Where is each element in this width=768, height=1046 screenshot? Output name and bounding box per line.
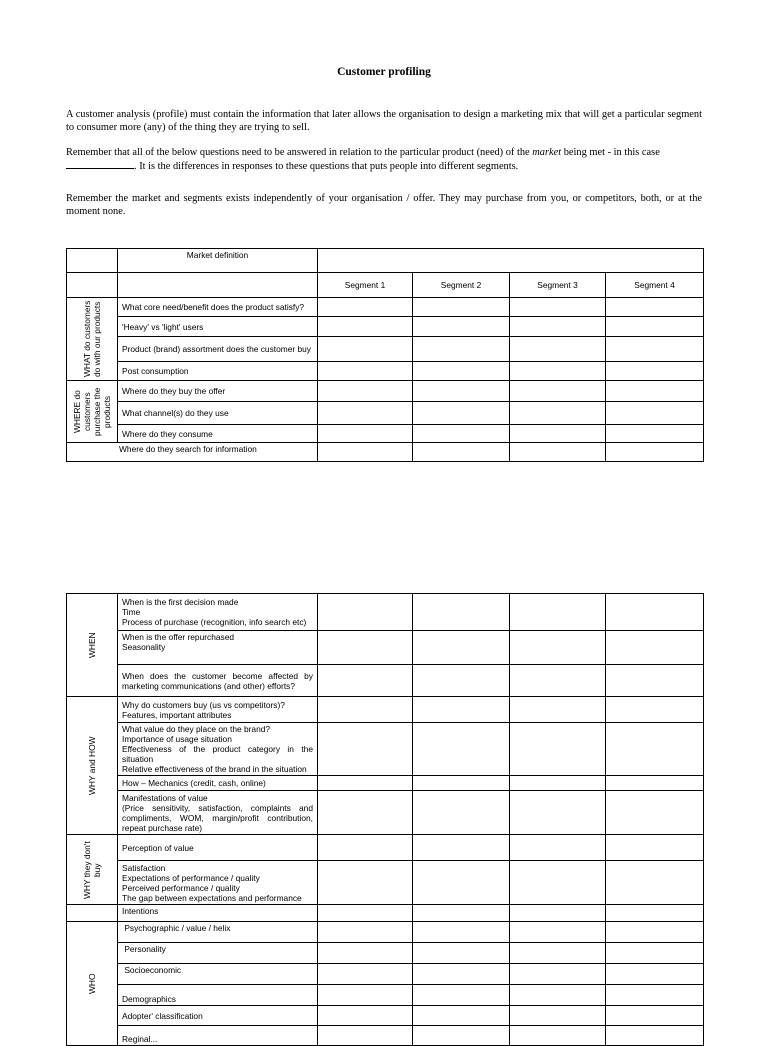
answer-cell[interactable] [606,298,704,317]
answer-cell[interactable] [606,964,704,985]
answer-cell[interactable] [413,665,510,697]
answer-cell[interactable] [606,922,704,943]
answer-cell[interactable] [413,317,510,337]
question-cell: Reginal... [118,1026,318,1046]
answer-cell[interactable] [318,791,413,835]
answer-cell[interactable] [606,443,704,462]
answer-cell[interactable] [510,776,606,791]
answer-cell[interactable] [606,665,704,697]
answer-cell[interactable] [413,905,510,922]
answer-cell[interactable] [606,697,704,723]
answer-cell[interactable] [510,594,606,631]
answer-cell[interactable] [510,631,606,665]
answer-cell[interactable] [318,861,413,905]
question-cell: What core need/benefit does the product satisfy? [118,298,318,317]
answer-cell[interactable] [318,1026,413,1046]
question-cell: Product (brand) assortment does the customer buy [118,337,318,362]
market-definition-table [66,248,704,462]
answer-cell[interactable] [413,1026,510,1046]
question-cell: Socioeconomic [118,964,318,985]
answer-cell[interactable] [510,665,606,697]
answer-cell[interactable] [606,776,704,791]
answer-cell[interactable] [318,317,413,337]
intro-p2-part-a: Remember that all of the below questions need to be answered in relation to the particular product (need) of the [66,147,533,158]
answer-cell[interactable] [318,337,413,362]
answer-cell[interactable] [510,791,606,835]
group-label-where-text: WHERE do customers purchase the products [72,387,112,436]
question-cell: Where do they consume [118,425,318,443]
intro-paragraph-1: A customer analysis (profile) must contain the information that later allows the organisation to design a marketing mix that will get a particular segment to consumer more (any) of the thing they are trying to sell. [66,109,702,133]
question-cell: Manifestations of value (Price sensitivity, satisfaction, complaints and compliments, WOM, margin/profit contribution, repeat purchase rate) [118,791,318,835]
answer-cell[interactable] [318,665,413,697]
answer-cell[interactable] [318,1006,413,1026]
question-cell: When does the customer become affected by marketing communications (and other) efforts? [118,665,318,697]
answer-cell[interactable] [413,443,510,462]
answer-cell[interactable] [413,776,510,791]
answer-cell[interactable] [606,631,704,665]
group-label-why-not-text: WHY they don't buy [82,840,102,899]
answer-cell[interactable] [413,791,510,835]
question-cell: How – Mechanics (credit, cash, online) [118,776,318,791]
answer-cell[interactable] [413,337,510,362]
answer-cell[interactable] [318,985,413,1006]
answer-cell[interactable] [510,723,606,776]
question-cell: Why do customers buy (us vs competitors)? Features, important attributes [118,697,318,723]
question-cell: 'Heavy' vs 'light' users [118,317,318,337]
intro-paragraph-3: Remember the market and segments exists independently of your organisation / offer. They may purchase from you, or competitors, both, or at the moment none. [66,193,702,217]
answer-cell[interactable] [510,905,606,922]
answer-cell[interactable] [606,835,704,861]
answer-cell[interactable] [318,381,413,402]
answer-cell[interactable] [606,905,704,922]
answer-cell[interactable] [510,1006,606,1026]
answer-cell[interactable] [413,298,510,317]
group-label-blank [67,905,118,922]
market-definition-value[interactable] [318,249,704,273]
group-label-when [67,594,118,697]
answer-cell[interactable] [413,985,510,1006]
segment-header-3: Segment 3 [510,273,606,298]
market-definition-label: Market definition [118,249,318,273]
answer-cell[interactable] [606,594,704,631]
answer-cell[interactable] [318,776,413,791]
answer-cell[interactable] [318,402,413,425]
answer-cell[interactable] [510,835,606,861]
group-label-why-not [67,835,118,905]
search-question-text: Where do they search for information [119,444,257,454]
intro-p2-part-b: being met - in this case [561,147,660,158]
behaviour-table [66,593,704,1046]
answer-cell[interactable] [510,1026,606,1046]
question-cell-search [67,443,318,462]
answer-cell[interactable] [413,594,510,631]
answer-cell[interactable] [413,835,510,861]
question-cell: Post consumption [118,362,318,381]
answer-cell[interactable] [318,922,413,943]
answer-cell[interactable] [413,631,510,665]
answer-cell[interactable] [318,943,413,964]
question-cell: What value do they place on the brand? Importance of usage situation Effectiveness of the product category in the situation Relative effectiveness of the brand in the situation [118,723,318,776]
document-title: Customer profiling [337,66,431,78]
intro-paragraph-2 [66,146,702,173]
answer-cell[interactable] [510,943,606,964]
answer-cell[interactable] [318,362,413,381]
group-label-what [67,298,118,381]
segment-header-1: Segment 1 [318,273,413,298]
answer-cell[interactable] [413,425,510,443]
answer-cell[interactable] [606,362,704,381]
answer-cell[interactable] [510,425,606,443]
question-cell: Psychographic / value / helix [118,922,318,943]
answer-cell[interactable] [510,985,606,1006]
answer-cell[interactable] [606,943,704,964]
question-cell: Satisfaction Expectations of performance / quality Perceived performance / quality The gap between expectations and performance [118,861,318,905]
answer-cell[interactable] [606,317,704,337]
header-blank [118,273,318,298]
answer-cell[interactable] [413,861,510,905]
answer-cell[interactable] [606,985,704,1006]
answer-cell[interactable] [413,943,510,964]
answer-cell[interactable] [318,298,413,317]
answer-cell[interactable] [413,697,510,723]
answer-cell[interactable] [413,381,510,402]
answer-cell[interactable] [606,1026,704,1046]
answer-cell[interactable] [318,631,413,665]
answer-cell[interactable] [318,723,413,776]
answer-cell[interactable] [510,402,606,425]
group-label-who [67,922,118,1046]
corner-cell [67,249,118,273]
question-cell: Personality [118,943,318,964]
answer-cell[interactable] [318,697,413,723]
group-label-why-how-text: WHY and HOW [87,736,97,795]
answer-cell[interactable] [318,443,413,462]
answer-cell[interactable] [606,381,704,402]
answer-cell[interactable] [510,443,606,462]
answer-cell[interactable] [318,964,413,985]
answer-cell[interactable] [413,723,510,776]
segment-header-2: Segment 2 [413,273,510,298]
question-cell: Perception of value [118,835,318,861]
answer-cell[interactable] [318,835,413,861]
question-cell: Intentions [118,905,318,922]
answer-cell[interactable] [510,697,606,723]
group-label-when-text: WHEN [87,632,97,658]
answer-cell[interactable] [413,964,510,985]
answer-cell[interactable] [413,1006,510,1026]
answer-cell[interactable] [318,905,413,922]
answer-cell[interactable] [510,861,606,905]
group-label-what-text: WHAT do customers do with our products [82,300,102,378]
answer-cell[interactable] [413,362,510,381]
question-cell: What channel(s) do they use [118,402,318,425]
answer-cell[interactable] [606,861,704,905]
answer-cell[interactable] [510,922,606,943]
fill-in-blank [66,159,134,169]
answer-cell[interactable] [510,964,606,985]
intro-p2-market: market [532,147,562,158]
header-blank [67,273,118,298]
intro-p2-part-c: . It is the differences in responses to these questions that puts people into different segments. [134,161,519,172]
answer-cell[interactable] [413,922,510,943]
answer-cell[interactable] [606,791,704,835]
question-cell: Demographics [118,985,318,1006]
group-label-where [67,381,118,443]
segment-header-4: Segment 4 [606,273,704,298]
answer-cell[interactable] [318,594,413,631]
answer-cell[interactable] [413,402,510,425]
question-cell: When is the first decision made Time Process of purchase (recognition, info search etc) [118,594,318,631]
answer-cell[interactable] [606,337,704,362]
answer-cell[interactable] [606,1006,704,1026]
answer-cell[interactable] [510,337,606,362]
answer-cell[interactable] [510,298,606,317]
answer-cell[interactable] [510,362,606,381]
answer-cell[interactable] [606,425,704,443]
answer-cell[interactable] [606,723,704,776]
answer-cell[interactable] [510,317,606,337]
group-label-why-how [67,697,118,835]
answer-cell[interactable] [318,425,413,443]
group-label-who-text: WHO [87,973,97,994]
question-cell: When is the offer repurchased Seasonality [118,631,318,665]
question-cell: Where do they buy the offer [118,381,318,402]
answer-cell[interactable] [510,381,606,402]
answer-cell[interactable] [606,402,704,425]
question-cell: Adopter' classification [118,1006,318,1026]
